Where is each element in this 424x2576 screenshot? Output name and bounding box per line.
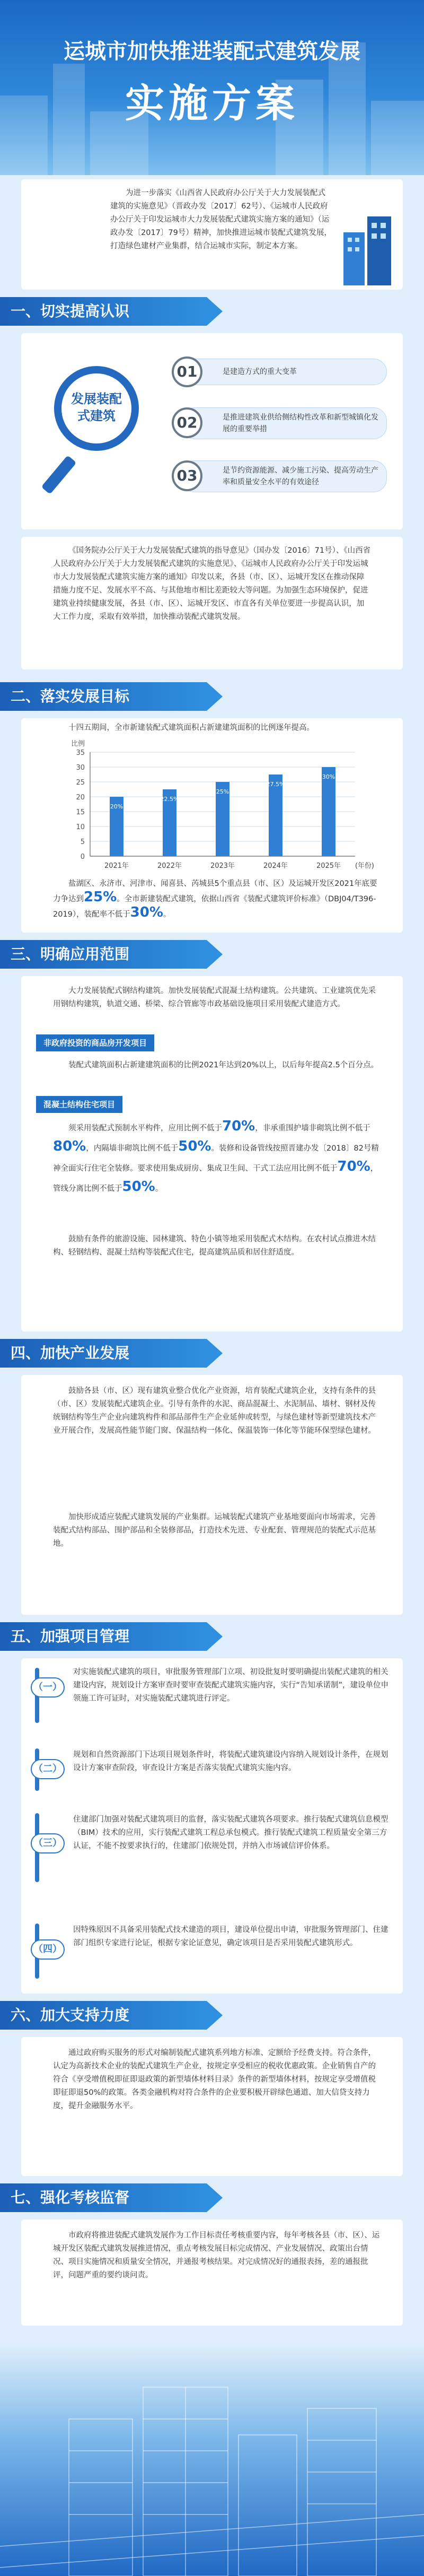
section-4-header: 四、加快产业发展 [0,1339,207,1368]
hero-banner [0,0,424,175]
section-1-paragraph-card [21,537,403,669]
highlight-30: 30% [130,904,163,920]
bar [322,767,335,856]
data-label: 20% [110,803,123,810]
item-02-text: 是推进建筑业供给侧结构性改革和新型城镇化发展的重要举措 [223,413,378,433]
section-3-para2: 装配式建筑面积占新建建筑面积的比例2021年达到20%以上，以后每年提高2.5个百分点。 [68,1061,379,1069]
y-tick-label: 20 [76,794,85,802]
intro-text: 为进一步落实《山西省人民政府办公厅关于大力发展装配式建筑的实施意见》（晋政办发〔2017〕62号）、《运城市人民政府办公厅关于印发运城市大力发展装配式建筑实施方案的通知》（运政办发〔2017〕79号）精神，加快推进运城市装配式建筑发展，打造绿色建材产业集群，结合运城市实际，制定本方案。 [110,189,332,250]
item-03-number: 03 [172,460,202,491]
item-2-number: （二） [31,1759,65,1779]
section-4-para1: 鼓励各县（市、区）现有建筑业整合优化产业资源，培育装配式建筑企业，支持有条件的县（市、区）发展装配式建筑企业。引导有条件的水泥、商品混凝土、水泥制品、墙材、钢材及传统钢结构等生产企业向建筑构件和部品部件生产企业延伸或转型，与绿色建材等新型建筑技术产业开展合作，发展高性能节能门窗、保温结构一体化、保温装饰一体化等节能环保型绿色建材。 [53,1387,376,1435]
data-label: 30% [322,773,335,780]
section-1-header: 一、切实提高认识 [0,297,207,326]
y-axis-label: 比例 [70,740,85,748]
highlight-50a: 50% [178,1138,211,1154]
section-7-card [21,2220,403,2326]
hero-title: 运城市加快推进装配式建筑发展 [64,39,360,64]
data-label: 27.5% [266,781,285,788]
item-01-text: 是建造方式的重大变革 [223,368,297,376]
section-3-para1: 大力发展装配式钢结构建筑。加快发展装配式混凝土结构建筑。公共建筑、工业建筑优先采用钢结构建筑，轨道交通、桥梁、综合管廊等市政基础设施项目采用装配式建造方式。 [53,987,376,1008]
y-tick-label: 35 [76,749,85,757]
item-1-number: （一） [31,1677,65,1698]
section-6-card [21,2037,403,2176]
section-6-header: 六、加大支持力度 [0,2001,207,2030]
x-tick-label: 2023年 [210,862,235,870]
highlight-70a: 70% [222,1118,255,1134]
item-02-number: 02 [172,407,202,438]
item-3-text: 住建部门加强对装配式建筑项目的监督，落实装配式建筑各项要求。推行装配式建筑信息模型（BIM）技术的应用，实行装配式建筑工程总承包模式。推行装配式建筑工程质量安全第三方认证，不能不按要求执行的，住建部门依规处罚，并纳入市场诚信评价体系。 [73,1815,388,1850]
highlight-50b: 50% [122,1179,155,1195]
section-7-header: 七、强化考核监督 [0,2183,207,2212]
item-1-text: 对实施装配式建筑的项目，审批服务管理部门立项、初设批复时要明确提出装配式建筑的相关建设内容，规划设计方案审查时要审查装配式建筑实施内容，实行“告知承诺制”，建设单位申领施工许可证时，对实施装配式建筑进行评定。 [73,1668,389,1703]
s2-text-a: 盐湖区、永济市、河津市、闻喜县、芮城县5个重点县（市、区）及运城开发区2021年底要力争达到 [53,880,377,903]
building-wireframe-icon [0,2345,424,2576]
y-tick-label: 30 [76,764,85,772]
item-4-number: （四） [31,1939,65,1960]
data-label: 25% [216,788,229,795]
s3-text-f: 。 [155,1185,163,1193]
s2-text-b: 。全市新建装配式建筑，依据山西省《装配式建筑评价标准》（DBJ04/T396-2019），装配率不低于 [53,895,376,919]
item-01-number: 01 [172,356,202,387]
section-5-header: 五、加强项目管理 [0,1622,207,1651]
section-1-card [21,333,403,529]
section-2-header: 二、落实发展目标 [0,682,207,711]
footer-illustration [0,2345,424,2576]
section-4-card [21,1375,403,1615]
x-tick-label: 2021年 [104,862,129,870]
section-2-paragraph [53,877,382,921]
hero-subtitle: 实施方案 [125,81,299,126]
magnifier-label: 发展装配式建筑 [71,391,122,423]
s3-text-b: ，非承重围护墙非砌筑比例不低于 [255,1124,370,1133]
section-6-paragraph: 通过政府购买服务的形式对编制装配式建筑系列地方标准、定额给予经费支持。符合条件，认定为高新技术企业的装配式建筑生产企业，按规定享受相应的税收优惠政策。企业销售自产的符合《享受增值税即征即退政策的新型墙体材料目录》条件的新型墙体材料，按规定享受增值税即征即退50%的政策。各类金融机构对符合条件的企业要积极开辟绿色通道、加大信贷支持力度，提升金融服务水平。 [53,2049,376,2110]
y-tick-label: 0 [80,853,85,861]
item-2-text: 规划和自然资源部门下达项目规划条件时，将装配式建筑建设内容纳入规划设计条件，在规划设计方案审查阶段，审查设计方案是否落实装配式建筑实施内容。 [73,1751,388,1772]
data-label: 22.5% [160,796,179,803]
y-tick-label: 10 [76,823,85,831]
magnifier-handle [41,455,77,494]
x-tick-label: 2024年 [263,862,288,870]
x-axis-label: (年份) [355,862,374,870]
s2-text-c: 。 [163,910,171,919]
section-3-para3 [53,1117,382,1198]
tag-concrete: 混凝土结构住宅项目 [36,1096,122,1113]
y-tick-label: 5 [80,838,85,846]
tag-commercial: 非政府投资的商品房开发项目 [36,1034,154,1051]
section-2-card [21,718,403,933]
section-7-paragraph: 市政府将推进装配式建筑发展作为工作目标责任考核重要内容，每年考核各县（市、区）、运城开发区装配式建筑发展推进情况，重点考核发展目标完成情况、产业发展情况、政策出台情况、项目实施情况和质量安全情况，并通报考核结果。对完成情况好的通报表扬，差的通报批评，问题严重的要约谈问责。 [53,2231,380,2279]
highlight-80: 80% [53,1138,86,1154]
y-tick-label: 25 [76,779,85,787]
x-tick-label: 2025年 [316,862,341,870]
building-illustration [338,216,396,285]
item-4-text: 因特殊原因不具备采用装配式技术建造的项目，建设单位提出申请，审批服务管理部门、住建部门组织专家进行论证，根据专家论证意见，确定该项目是否采用装配式建筑形式。 [73,1926,388,1947]
section-5-card [21,1658,403,1994]
s3-text-d: 。装修和设备管线按照晋建办发〔2018〕82号精神全面实行住宅全装修。要求使用集成厨房、集成卫生间、干式工法应用比例不低于 [53,1144,379,1173]
y-tick-label: 15 [76,808,85,816]
item-03-text: 是节约资源能源、减少施工污染、提高劳动生产率和质量安全水平的有效途径 [223,466,378,486]
highlight-70b: 70% [337,1159,370,1174]
highlight-25: 25% [84,889,117,905]
item-3-number: （三） [31,1833,65,1853]
intro-card [21,179,403,290]
section-2-lead: 十四五期间，全市新建装配式建筑面积占新建建筑面积的比例逐年提高。 [68,724,314,732]
s3-text-e: ，管线分离比例不低于 [53,1164,378,1193]
section-3-card [21,976,403,1331]
section-1-paragraph: 《国务院办公厅关于大力发展装配式建筑的指导意见》（国办发〔2016〕71号）、《山西省人民政府办公厅关于大力发展装配式建筑的实施意见》、《运城市人民政府办公厅关于印发运城市大力发展装配式建筑实施方案的通知》印发以来，各县（市、区）、运城开发区在推动保障措施力度不足、发展水平不高、与其他地市相比差距较大等问题。为加强生态环境保护，促进建筑业持续健康发展，各县（市、区）、运城开发区、市直各有关单位要进一步提高认识，加大工作力度，采取有效举措，加快推动装配式建筑发展。 [53,546,371,621]
section-3-para4: 鼓励有条件的旅游设施、园林建筑、特色小镇等地采用装配式木结构。在农村试点推进木结构、轻钢结构、混凝土结构等装配式住宅，提高建筑品质和居住舒适度。 [53,1235,376,1257]
x-tick-label: 2022年 [157,862,182,870]
bar-chart [53,736,376,874]
section-4-para2: 加快形成适应装配式建筑发展的产业集群。运城装配式建筑产业基地要面向市场需求，完善装配式结构部品、围护部品和全装修部品，打造技术先进、专业配套、管理规范的装配式示范基地。 [53,1513,376,1548]
section-3-header: 三、明确应用范围 [0,940,207,969]
s3-text-a: 须采用装配式预制水平构件，应用比例不低于 [68,1124,222,1133]
s3-text-c: ，内隔墙非砌筑比例不低于 [86,1144,179,1153]
